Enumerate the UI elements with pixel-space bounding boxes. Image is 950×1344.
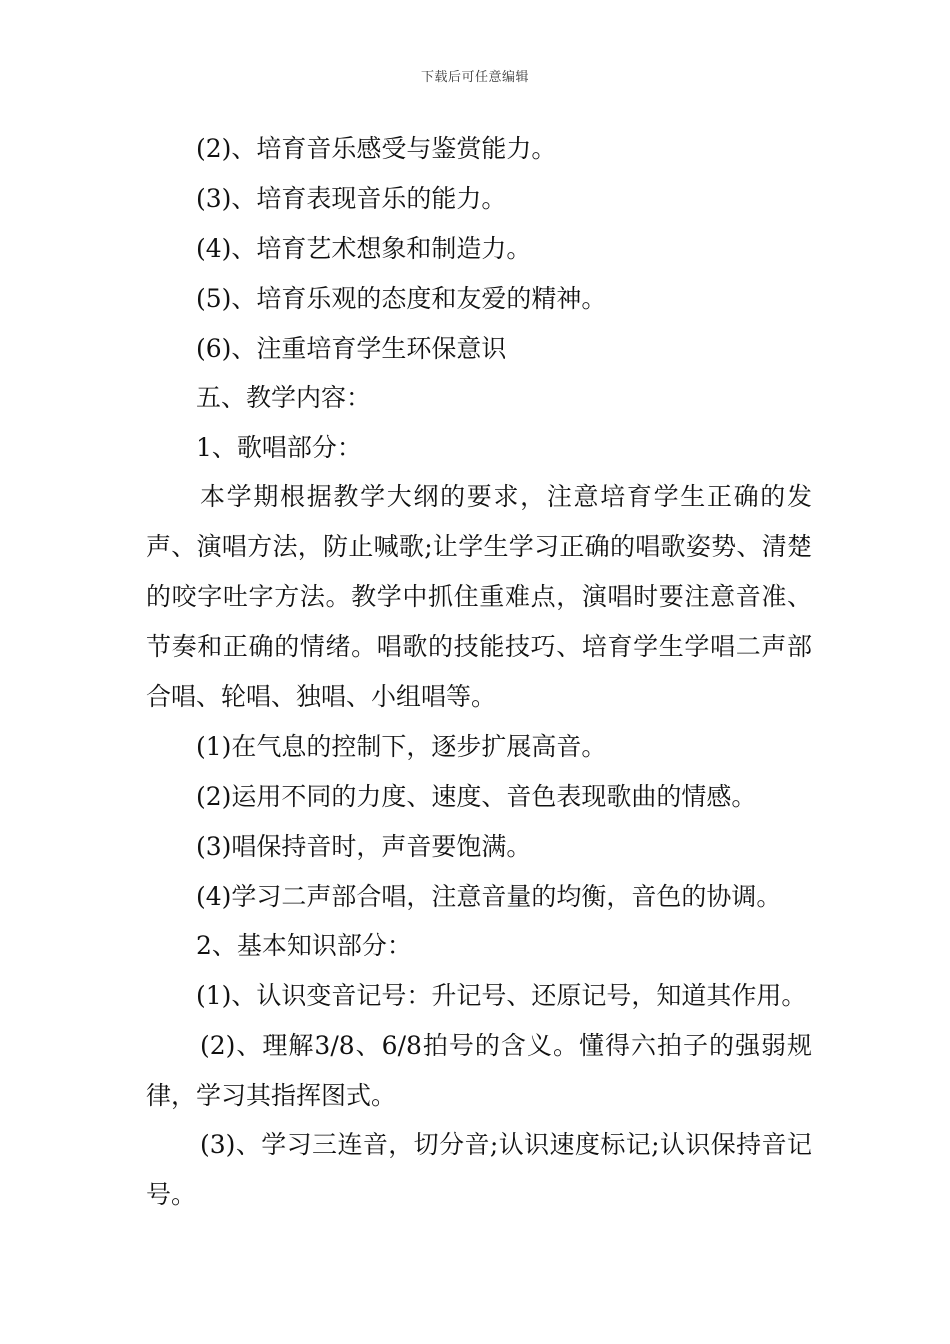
subsection-heading-singing: 1、歌唱部分： (196, 433, 362, 462)
objective-line-6: (6)、注重培育学生环保意识 (196, 334, 507, 363)
objective-line-3: (3)、培育表现音乐的能力。 (196, 184, 507, 213)
subsection-heading-basic-knowledge: 2、基本知识部分： (196, 931, 412, 960)
knowledge-item-3: (3)、学习三连音，切分音;认识速度标记;认识保持音记号。 (146, 1130, 812, 1209)
objective-line-4: (4)、培育艺术想象和制造力。 (196, 234, 532, 263)
singing-item-3: (3)唱保持音时，声音要饱满。 (196, 832, 532, 861)
section-heading-teaching-content: 五、教学内容： (196, 383, 372, 412)
singing-item-2: (2)运用不同的力度、速度、音色表现歌曲的情感。 (196, 782, 757, 811)
singing-paragraph: 本学期根据教学大纲的要求，注意培育学生正确的发声、演唱方法，防止喊歌;让学生学习正确的唱歌姿势、清楚的咬字吐字方法。教学中抓住重难点，演唱时要注意音准、节奏和正确的情绪。唱歌的技能技巧、培育学生学唱二声部合唱、轮唱、独唱、小组唱等。 (146, 482, 812, 711)
page-header: 下载后可任意编辑 (420, 70, 529, 85)
knowledge-item-1: (1)、认识变音记号：升记号、还原记号，知道其作用。 (196, 981, 807, 1010)
objective-line-2: (2)、培育音乐感受与鉴赏能力。 (196, 134, 557, 163)
singing-item-4: (4)学习二声部合唱，注意音量的均衡，音色的协调。 (196, 882, 782, 911)
knowledge-item-2: (2)、理解3/8、6/8拍号的含义。懂得六拍子的强弱规律，学习其指挥图式。 (146, 1031, 812, 1110)
objective-line-5: (5)、培育乐观的态度和友爱的精神。 (196, 284, 607, 313)
singing-item-1: (1)在气息的控制下，逐步扩展高音。 (196, 732, 607, 761)
